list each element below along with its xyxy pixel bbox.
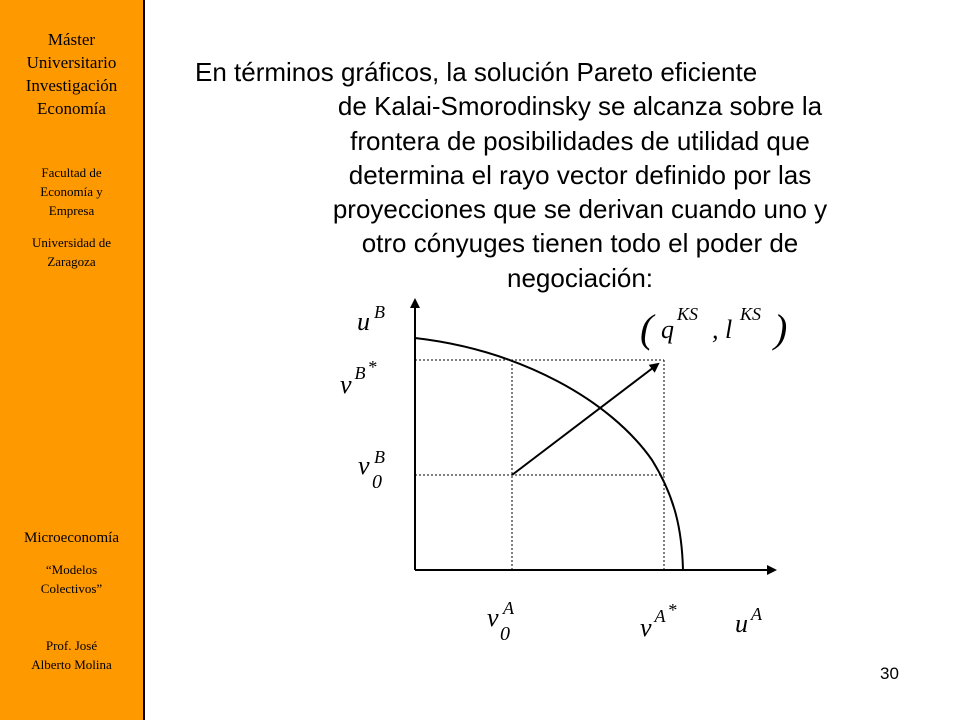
program-line: Universitario	[26, 53, 117, 72]
x-axis-label: u $^A$	[735, 604, 762, 638]
vA-star-label: v $^A$ *	[640, 600, 677, 642]
page-number: 30	[880, 664, 899, 683]
vA-0-sup: A	[503, 598, 514, 618]
solution-close-paren: )	[774, 306, 788, 351]
vB-0-base: v	[358, 451, 370, 480]
paragraph-line: otro cónyuges tienen todo el poder de	[361, 228, 799, 259]
solution-q-sup: KS	[677, 304, 699, 324]
module-line: Colectivos”	[40, 581, 103, 596]
paragraph-line: de Kalai-Smorodinsky se alcanza sobre la	[337, 91, 823, 122]
course-name: Microeconomía	[24, 530, 119, 546]
paragraph-line: frontera de posibilidades de utilidad que	[350, 125, 810, 156]
y-axis-label: u $^B$	[357, 302, 385, 336]
program-line: Investigación	[25, 76, 118, 95]
program-line: Máster	[47, 30, 96, 49]
solution-comma: ,	[712, 315, 719, 344]
program-line: Economía	[37, 99, 106, 118]
paragraph-line: proyecciones que se derivan cuando uno y	[332, 194, 828, 225]
solution-open-paren: (	[640, 306, 654, 351]
solution-l: l	[725, 315, 733, 344]
faculty-line: Facultad de	[41, 165, 102, 180]
solution-l-sup: KS	[740, 304, 762, 324]
professor-line: Prof. José	[45, 638, 98, 653]
paragraph-line: negociación:	[507, 262, 653, 293]
module-line: “Modelos	[45, 562, 98, 577]
paragraph-line: En términos gráficos, la solución Pareto eficiente	[195, 57, 758, 87]
vA-0-sub: 0	[500, 623, 510, 645]
university-line: Zaragoza	[47, 254, 96, 269]
utility-possibility-frontier	[415, 338, 683, 570]
vA-0-base: v	[487, 603, 499, 632]
solution-q: q	[661, 315, 674, 344]
paragraph-line: determina el rayo vector definido por las	[348, 159, 812, 190]
vB-0-sup: B	[374, 447, 385, 467]
professor-line: Alberto Molina	[31, 657, 112, 672]
faculty-line: Empresa	[48, 203, 95, 218]
faculty-line: Economía y	[40, 184, 103, 199]
vB-star-label: v $^B$ *	[340, 357, 377, 399]
ks-solution-label	[640, 304, 787, 351]
vB-0-sub: 0	[372, 471, 382, 493]
university-line: Universidad de	[31, 235, 112, 250]
ray-vector-arrow	[512, 364, 658, 475]
